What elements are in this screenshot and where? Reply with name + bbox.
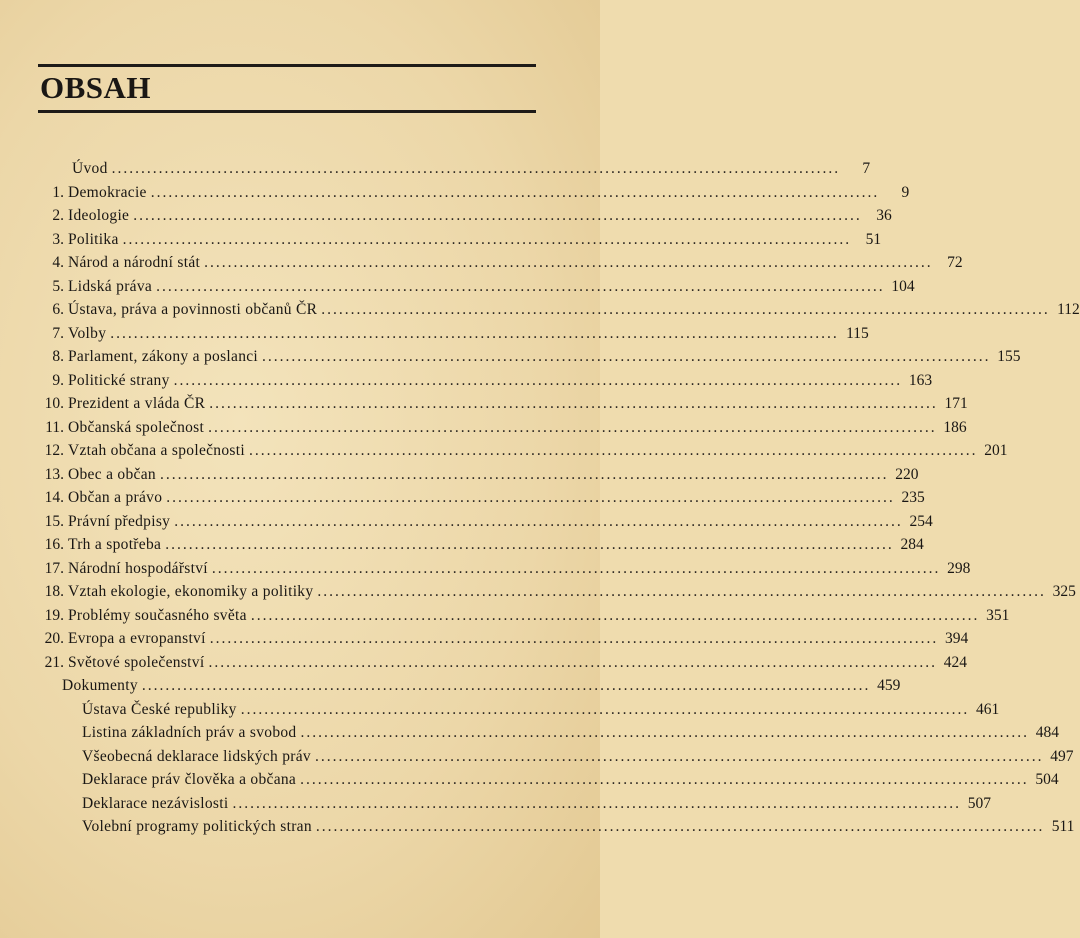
toc-entry-number: 9. — [52, 372, 64, 389]
dot-leader: ............................................................................................................................ — [209, 395, 938, 412]
toc-entry-page: 51 — [865, 231, 882, 248]
toc-entry[interactable] — [68, 299, 1080, 321]
dot-leader: ............................................................................................................................ — [133, 207, 862, 224]
toc-entry-title: Volby — [68, 325, 107, 342]
dot-leader: ............................................................................................................................ — [240, 701, 970, 718]
toc-entry-title: Trh a spotřeba — [68, 536, 162, 553]
dot-leader: ............................................................................................................................ — [317, 583, 1046, 600]
toc-entry-number: 1. — [52, 184, 64, 201]
toc-entry-page: 394 — [944, 630, 969, 647]
toc-entry[interactable] — [68, 652, 967, 674]
dot-leader: ............................................................................................................................ — [122, 231, 852, 248]
toc-entry-title: Všeobecná deklarace lidských práv — [82, 748, 311, 765]
dot-leader: ............................................................................................................................ — [165, 536, 894, 553]
toc-entry-page: 298 — [947, 560, 971, 577]
dot-leader: ............................................................................................................................ — [111, 160, 841, 177]
toc-entry-title: Občanská společnost — [68, 419, 205, 436]
toc-entry-title: Vztah ekologie, ekonomiky a politiky — [68, 583, 314, 600]
toc-entry-title: Lidská práva — [68, 278, 153, 295]
toc-entry-page: 115 — [846, 325, 869, 342]
toc-entry[interactable] — [68, 370, 933, 392]
dot-leader: ............................................................................................................................ — [232, 795, 961, 812]
dot-leader: ............................................................................................................................ — [209, 630, 939, 647]
toc-entry-page: 504 — [1035, 771, 1059, 788]
toc-entry-page: 112 — [1057, 301, 1080, 318]
toc-entry[interactable] — [68, 534, 924, 556]
toc-entry-title: Obec a občan — [68, 466, 156, 483]
toc-entry-page: 72 — [947, 254, 963, 271]
toc-entry-page: 9 — [901, 184, 910, 201]
toc-entry-number: 7. — [52, 325, 64, 342]
toc-entry-page: 484 — [1035, 724, 1059, 741]
toc-entry-page: 254 — [909, 513, 933, 530]
dot-leader: ............................................................................................................................ — [159, 466, 889, 483]
toc-entry[interactable] — [68, 346, 1021, 368]
toc-entry-number: 13. — [44, 466, 64, 483]
toc-entry[interactable] — [82, 746, 1074, 768]
toc-entry-page: 351 — [986, 607, 1010, 624]
toc-entry-title: Úvod — [72, 160, 108, 177]
toc-entry-title: Listina základních práv a svobod — [82, 724, 297, 741]
toc-entry-title: Evropa a evropanství — [68, 630, 206, 647]
toc-entry[interactable] — [68, 440, 1008, 462]
toc-entry[interactable] — [62, 675, 901, 697]
dot-leader: ............................................................................................................................ — [300, 771, 1029, 788]
toc-entry-page: 461 — [975, 701, 1000, 718]
toc-entry-number: 8. — [52, 348, 64, 365]
toc-entry-title: Ústava, práva a povinnosti občanů ČR — [68, 301, 318, 318]
dot-leader: ............................................................................................................................ — [315, 818, 1045, 835]
page-title: OBSAH — [40, 70, 152, 105]
dot-leader: ............................................................................................................................ — [156, 278, 885, 295]
toc-entry-title: Ústava České republiky — [82, 701, 237, 718]
dot-leader: ............................................................................................................................ — [250, 607, 980, 624]
toc-entry-number: 21. — [44, 654, 64, 671]
dot-leader: ............................................................................................................................ — [204, 254, 933, 271]
toc-entry-page: 235 — [901, 489, 925, 506]
toc-entry-number: 12. — [44, 442, 64, 459]
toc-entry-page: 325 — [1052, 583, 1076, 600]
toc-entry-title: Politické strany — [68, 372, 170, 389]
toc-entry[interactable] — [68, 628, 969, 650]
toc-entry-title: Politika — [68, 231, 119, 248]
dot-leader: ............................................................................................................................ — [166, 489, 895, 506]
dot-leader: ............................................................................................................................ — [314, 748, 1044, 765]
toc-entry-page: 497 — [1050, 748, 1074, 765]
toc-entry-number: 6. — [52, 301, 64, 318]
toc-entry-page: 186 — [943, 419, 967, 436]
toc-entry-page: 155 — [997, 348, 1021, 365]
toc-entry[interactable] — [68, 182, 910, 204]
toc-entry-number: 10. — [44, 395, 64, 412]
toc-entry-page: 201 — [984, 442, 1008, 459]
toc-entry[interactable] — [68, 393, 968, 415]
toc-entry-number: 5. — [52, 278, 64, 295]
dot-leader: ............................................................................................................................ — [300, 724, 1029, 741]
toc-entry[interactable] — [68, 205, 892, 227]
toc-entry[interactable] — [82, 793, 991, 815]
toc-entry-title: Ideologie — [68, 207, 130, 224]
toc-entry[interactable] — [68, 558, 971, 580]
toc-entry-page: 459 — [877, 677, 901, 694]
toc-entry-page: 507 — [967, 795, 991, 812]
toc-entry[interactable] — [82, 816, 1075, 838]
toc-entry-page: 220 — [895, 466, 919, 483]
toc-entry-title: Parlament, zákony a poslanci — [68, 348, 259, 365]
toc-entry-title: Problémy současného světa — [68, 607, 247, 624]
toc-entry-number: 2. — [52, 207, 64, 224]
toc-entry[interactable] — [68, 229, 882, 251]
toc-entry-number: 4. — [52, 254, 64, 271]
dot-leader: ............................................................................................................................ — [150, 184, 880, 201]
toc-entry-number: 14. — [44, 489, 64, 506]
toc-entry-title: Volební programy politických stran — [82, 818, 312, 835]
dot-leader: ............................................................................................................................ — [110, 325, 839, 342]
toc-entry-page: 104 — [891, 278, 915, 295]
toc-entry-page: 7 — [862, 160, 871, 177]
dot-leader: ............................................................................................................................ — [262, 348, 991, 365]
toc-entry-title: Světové společenství — [68, 654, 205, 671]
toc-entry-number: 19. — [44, 607, 64, 624]
toc-entry-number: 16. — [44, 536, 64, 553]
toc-entry[interactable] — [68, 252, 963, 274]
toc-entry[interactable] — [72, 158, 871, 180]
toc-entry-title: Deklarace nezávislosti — [82, 795, 229, 812]
toc-entry-page: 511 — [1051, 818, 1075, 835]
toc-entry-page: 36 — [876, 207, 892, 224]
toc-entry[interactable] — [82, 699, 1000, 721]
toc-entry[interactable] — [68, 276, 915, 298]
toc-entry[interactable] — [68, 464, 919, 486]
toc-entry-title: Deklarace práv člověka a občana — [82, 771, 297, 788]
toc-entry[interactable] — [68, 487, 925, 509]
toc-entry-title: Právní předpisy — [68, 513, 171, 530]
dot-leader: ............................................................................................................................ — [208, 419, 937, 436]
dot-leader: ............................................................................................................................ — [208, 654, 937, 671]
toc-entry-number: 17. — [44, 560, 64, 577]
toc-entry-page: 424 — [943, 654, 967, 671]
toc-entry[interactable] — [68, 417, 967, 439]
toc-entry[interactable] — [82, 722, 1059, 744]
toc-entry-title: Vztah občana a společnosti — [68, 442, 245, 459]
toc-entry-number: 20. — [44, 630, 64, 647]
toc-entry-page: 171 — [944, 395, 968, 412]
dot-leader: ............................................................................................................................ — [173, 372, 903, 389]
toc-entry-title: Dokumenty — [62, 677, 138, 694]
toc-entry-title: Demokracie — [68, 184, 147, 201]
toc-entry-title: Občan a právo — [68, 489, 163, 506]
toc-entry-number: 3. — [52, 231, 64, 248]
toc-entry-page: 284 — [900, 536, 924, 553]
dot-leader: ............................................................................................................................ — [211, 560, 941, 577]
toc-entry-number: 11. — [45, 419, 64, 436]
toc-entry-title: Národní hospodářství — [68, 560, 208, 577]
toc-entry-page: 163 — [908, 372, 933, 389]
toc-entry-title: Prezident a vláda ČR — [68, 395, 206, 412]
toc-entry[interactable] — [68, 511, 933, 533]
toc-entry-number: 15. — [44, 513, 64, 530]
dot-leader: ............................................................................................................................ — [141, 677, 871, 694]
toc-entry-number: 18. — [44, 583, 64, 600]
dot-leader: ............................................................................................................................ — [174, 513, 903, 530]
toc-entry[interactable] — [68, 581, 1076, 603]
toc-entry[interactable] — [68, 323, 869, 345]
toc-entry[interactable] — [68, 605, 1010, 627]
dot-leader: ............................................................................................................................ — [248, 442, 978, 459]
toc-entry[interactable] — [82, 769, 1059, 791]
dot-leader: ............................................................................................................................ — [321, 301, 1050, 318]
toc-entry-title: Národ a národní stát — [68, 254, 201, 271]
